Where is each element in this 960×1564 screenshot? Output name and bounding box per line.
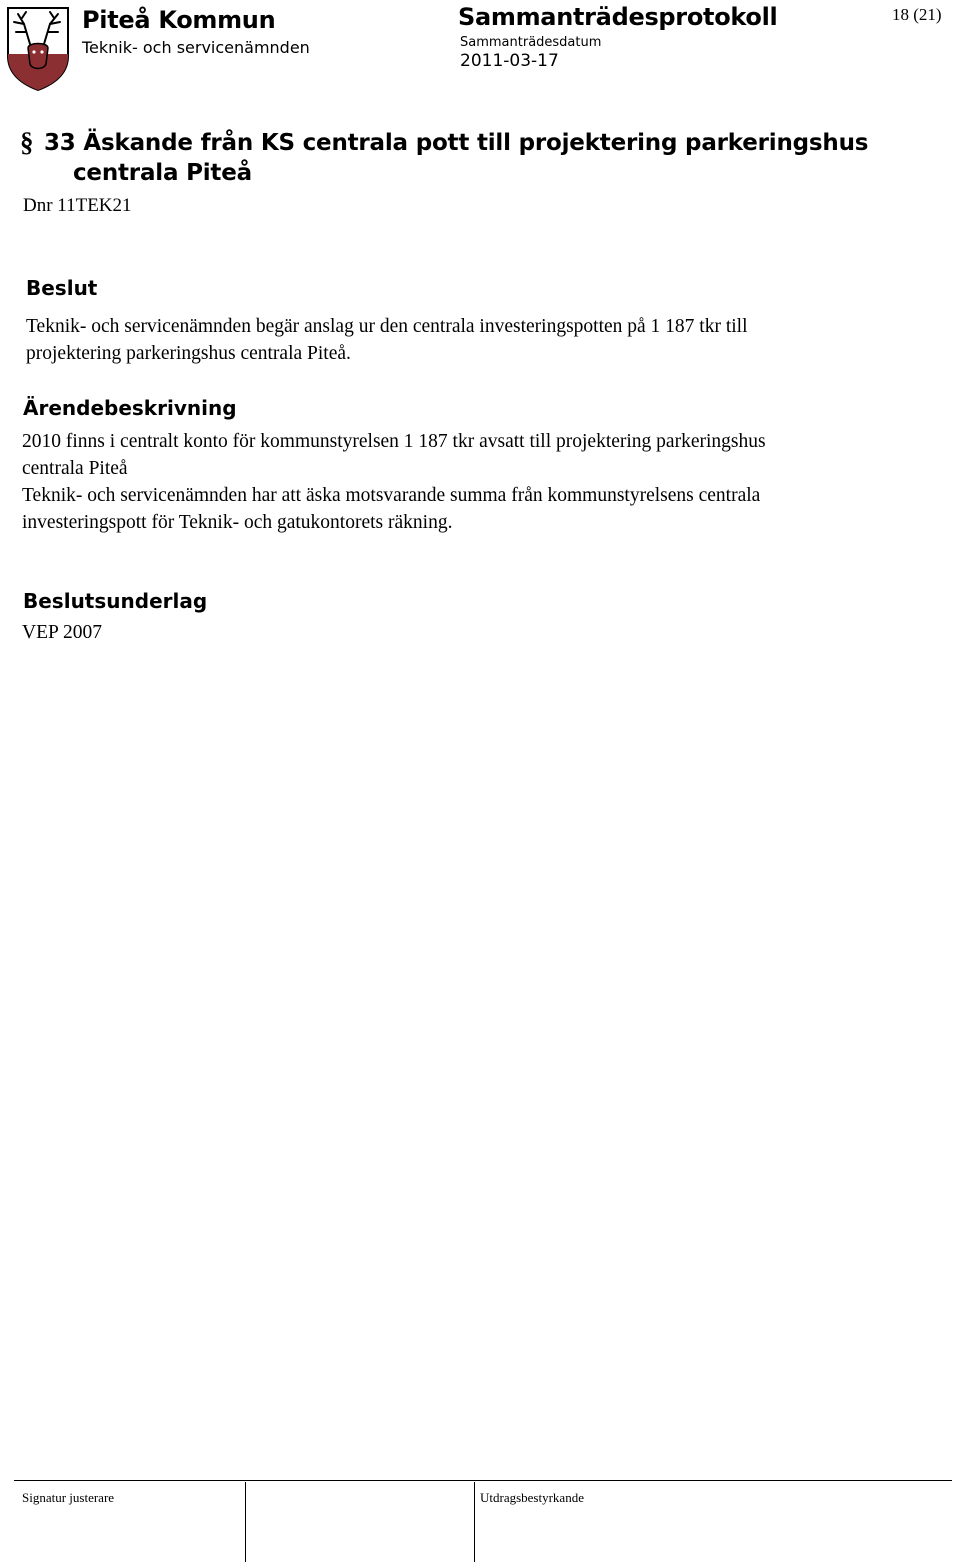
- meeting-date-label: Sammanträdesdatum: [460, 35, 602, 50]
- item-title-line-2: centrala Piteå: [73, 160, 252, 186]
- decision-text-line: Teknik- och servicenämnden begär anslag ur den centrala investeringspotten på 1 187 tkr till: [26, 316, 748, 337]
- decision-heading: Beslut: [26, 276, 98, 300]
- item-title-line-1: 33 Äskande från KS centrala pott till projektering parkeringshus: [44, 130, 869, 156]
- description-text: [22, 428, 942, 536]
- description-text-line: Teknik- och servicenämnden har att äska motsvarande summa från kommunstyrelsens centrala: [22, 485, 761, 506]
- footer-rule: [14, 1480, 952, 1481]
- footer-divider: [245, 1482, 246, 1562]
- reindeer-coat-of-arms-icon: [4, 4, 72, 92]
- footer-divider: [474, 1482, 475, 1562]
- organization-name: Piteå Kommun: [82, 6, 276, 34]
- description-heading: Ärendebeskrivning: [23, 396, 237, 420]
- section-symbol: §: [20, 127, 34, 157]
- signature-field-label: Signatur justerare: [22, 1490, 115, 1505]
- description-text-line: centrala Piteå: [22, 458, 128, 479]
- basis-text: [22, 619, 942, 646]
- description-text-line: investeringspott för Teknik- och gatukontorets räkning.: [22, 512, 453, 533]
- meeting-date-value: 2011-03-17: [460, 51, 559, 71]
- decision-text: [26, 313, 946, 367]
- basis-text-line: VEP 2007: [22, 622, 102, 643]
- document-type: Sammanträdesprotokoll: [458, 3, 778, 31]
- decision-text-line: projektering parkeringshus centrala Piteå.: [26, 343, 351, 364]
- page-number: 18 (21): [892, 5, 942, 24]
- description-text-line: 2010 finns i centralt konto för kommunstyrelsen 1 187 tkr avsatt till projektering parkeringshus: [22, 431, 766, 452]
- extract-certification-label: Utdragsbestyrkande: [480, 1490, 584, 1505]
- department-name: Teknik- och servicenämnden: [82, 38, 310, 57]
- basis-heading: Beslutsunderlag: [23, 589, 208, 613]
- item-title: [44, 128, 924, 188]
- diary-number: Dnr 11TEK21: [23, 195, 132, 216]
